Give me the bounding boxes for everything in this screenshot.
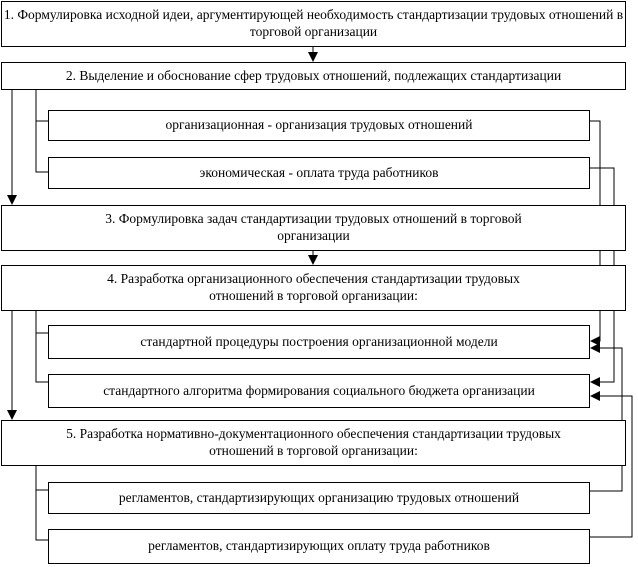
bracket-5 xyxy=(36,466,48,540)
sub-item-2-text: экономическая - оплата труда работников xyxy=(199,164,439,180)
bracket-4 xyxy=(36,311,48,382)
bracket-2 xyxy=(36,90,48,172)
sub-item-org-model-procedure xyxy=(48,325,590,359)
step-1-box xyxy=(1,1,626,47)
sub-item-6-text: регламентов, стандартизирующих оплату труда работников xyxy=(148,538,490,554)
sub-item-economic xyxy=(48,157,590,189)
step-4-text: 4. Разработка организационного обеспечения стандартизации трудовых отношений в торговой организации: xyxy=(107,271,520,303)
step-5-box xyxy=(1,420,626,466)
step-1-text: 1. Формулировка исходной идеи, аргументирующей необходимость стандартизации трудовых отношений в торговой организации xyxy=(3,7,624,39)
step-4-box xyxy=(1,265,626,311)
link-s6-s4 xyxy=(590,396,632,537)
sub-item-social-budget-algorithm xyxy=(48,374,590,408)
step-5-text: 5. Разработка нормативно-документационного обеспечения стандартизации трудовых отношений в торговой организации: xyxy=(66,426,561,458)
sub-item-4-text: стандартного алгоритма формирования социального бюджета организации xyxy=(103,382,535,398)
sub-item-5-text: регламентов, стандартизирующих организацию трудовых отношений xyxy=(118,489,520,505)
sub-item-regulations-organization xyxy=(48,482,590,514)
sub-item-3-text: стандартной процедуры построения организационной модели xyxy=(140,333,498,349)
sub-item-regulations-payment xyxy=(48,529,590,564)
step-3-text: 3. Формулировка задач стандартизации трудовых отношений в торговой организации xyxy=(105,211,522,243)
step-3-box xyxy=(1,205,626,251)
step-2-text: 2. Выделение и обоснование сфер трудовых отношений, подлежащих стандартизации xyxy=(65,67,562,83)
step-2-box xyxy=(1,62,626,90)
sub-item-organizational xyxy=(48,110,590,141)
sub-item-1-text: организационная - организация трудовых отношений xyxy=(165,117,473,133)
